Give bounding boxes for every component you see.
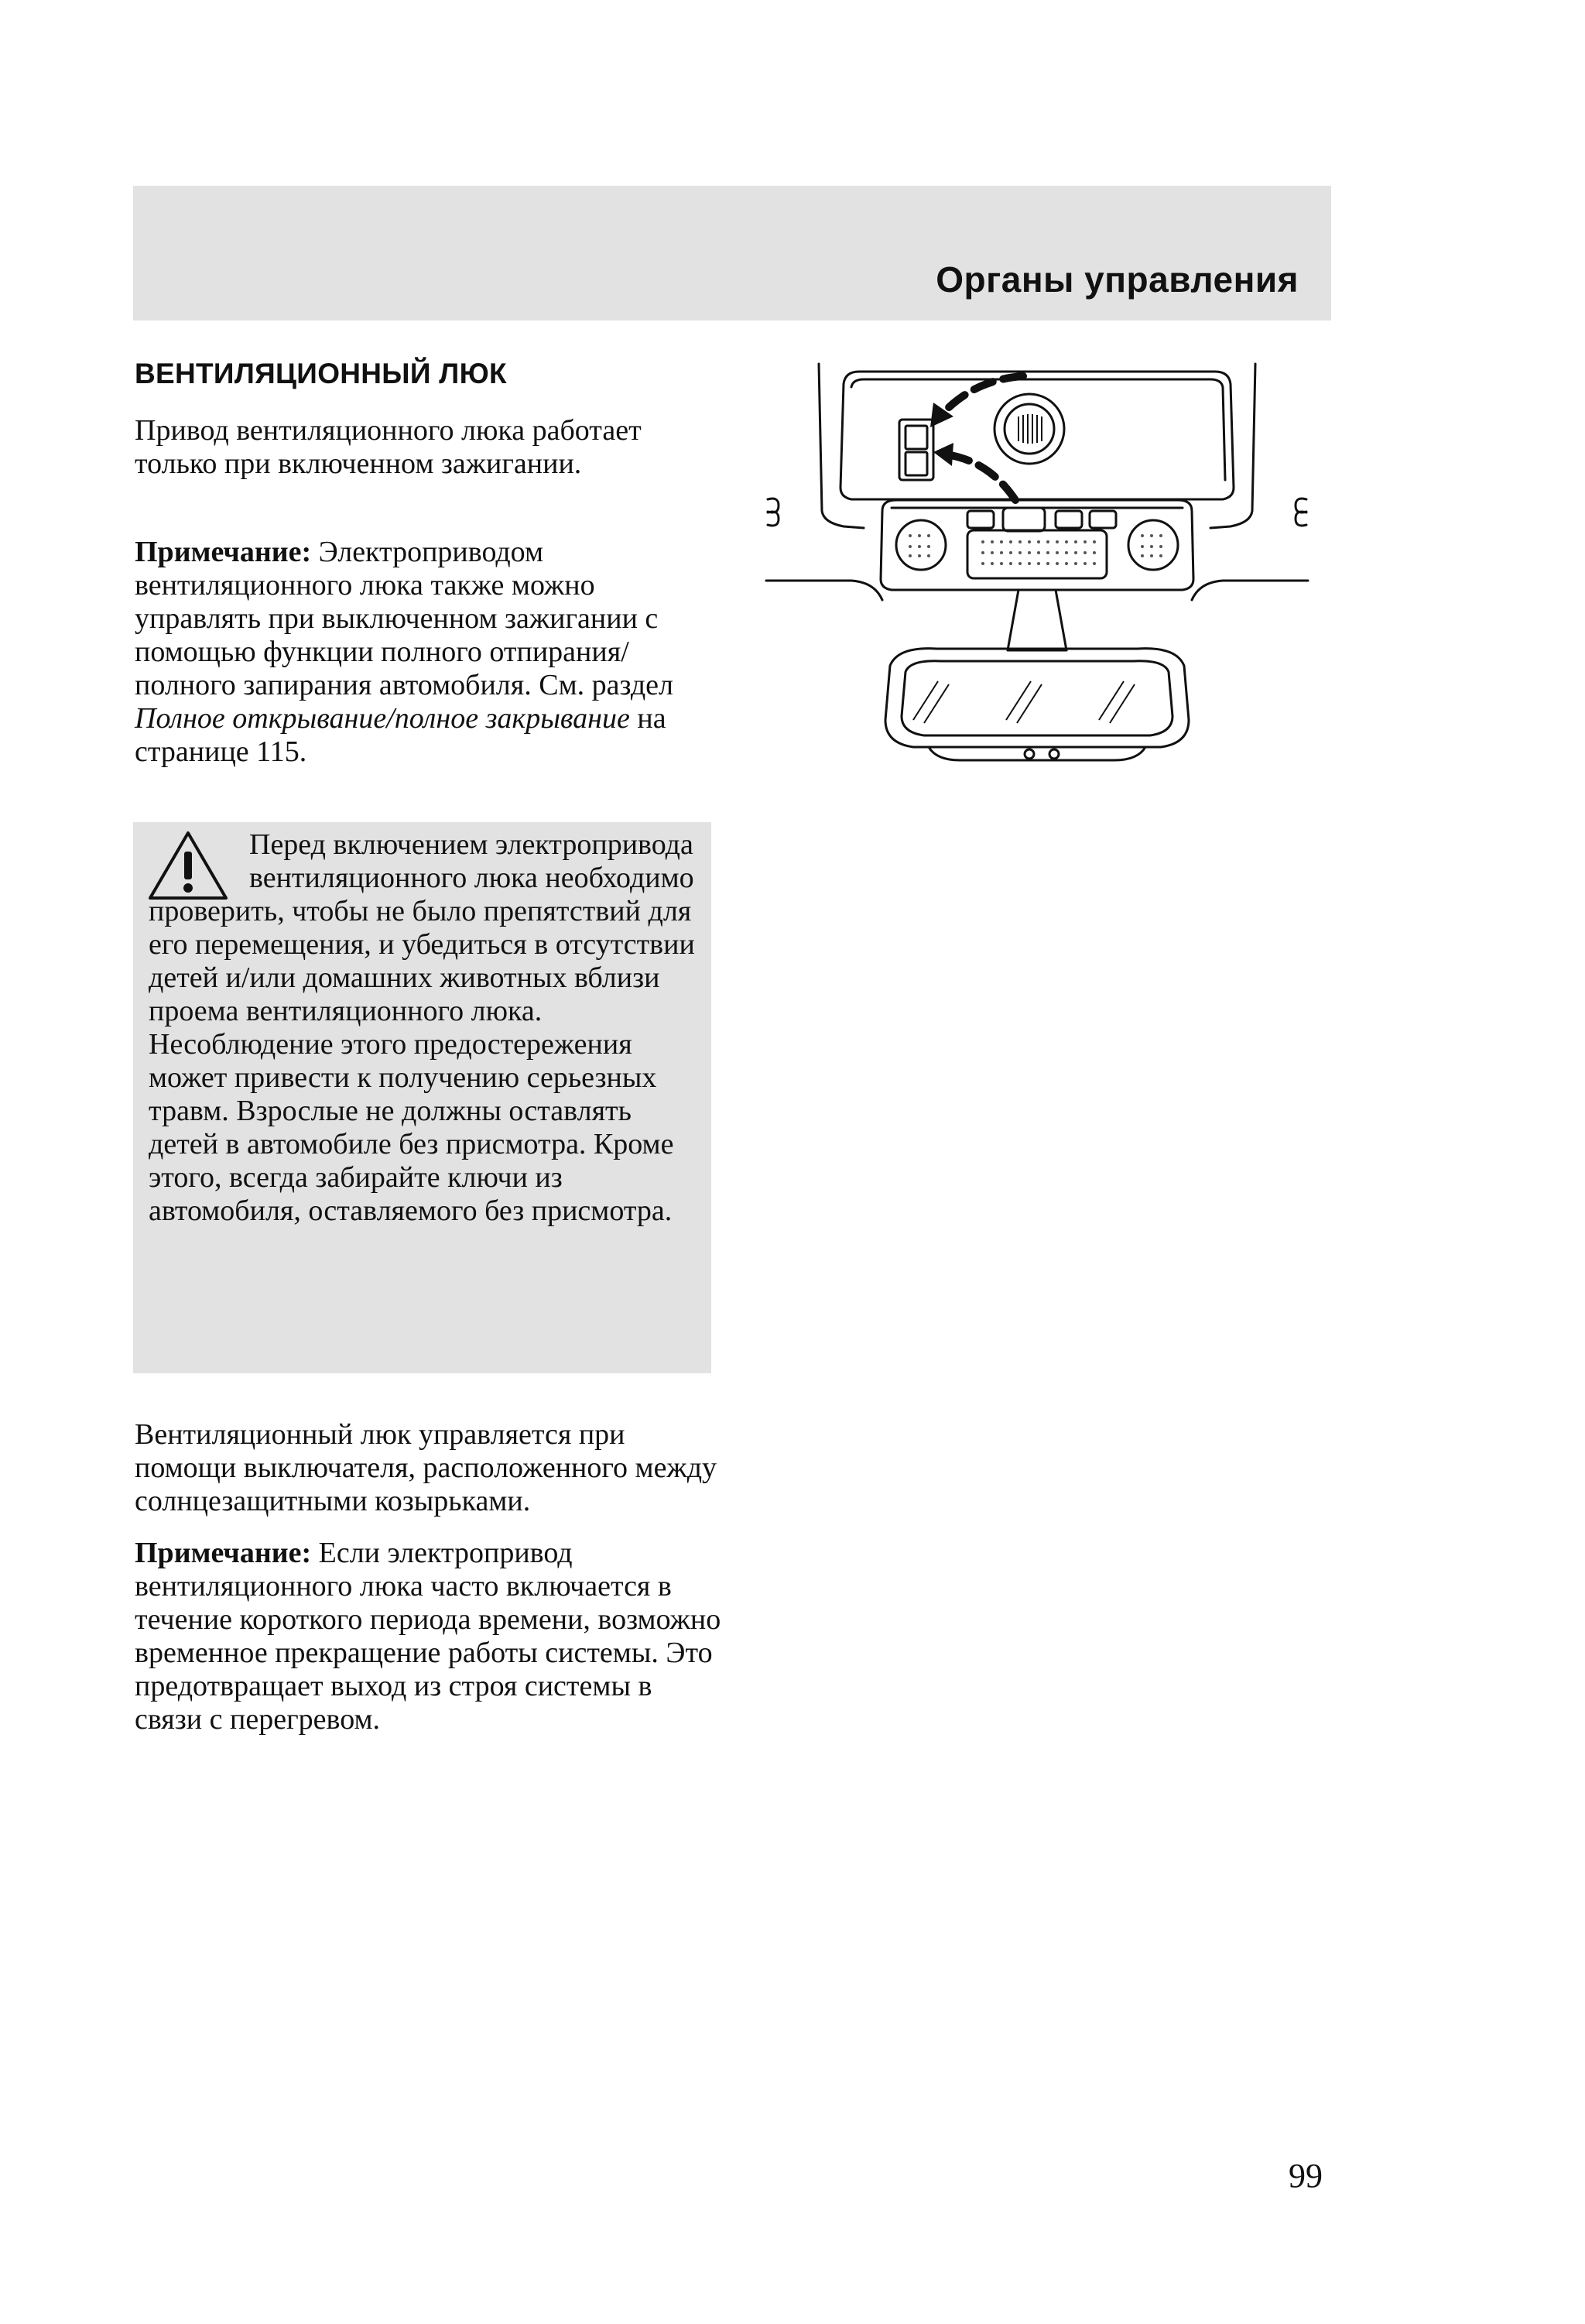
overhead-console-illustration: [758, 356, 1316, 774]
note-label: Примечание:: [135, 536, 312, 568]
switch-location-paragraph: Вентиляционный люк управляется при помощи выключателя, расположенного между солнцезащитными козырьками.: [135, 1418, 717, 1517]
note-label: Примечание:: [135, 1537, 312, 1569]
note-paragraph-2: [135, 1537, 723, 1736]
note-text: Если электропривод вентиляционного люка часто включается в течение короткого периода времени, возможно временное прекращение работы системы. Это предотвращает выход из строя системы в связи с перегревом.: [135, 1537, 721, 1736]
intro-paragraph: Привод вентиляционного люка работает только при включенном зажигании.: [135, 414, 642, 480]
note-text-tail: на странице 115.: [135, 702, 666, 768]
section-heading: ВЕНТИЛЯЦИОННЫЙ ЛЮК: [135, 358, 507, 389]
note-paragraph-1: [135, 536, 723, 769]
page-number: 99: [1289, 2157, 1323, 2195]
warning-text-block: [149, 828, 698, 1228]
warning-text: Перед включением электропривода вентиляционного люка необходимо проверить, чтобы не было препятствий для его перемещения, и убедиться в отсутствии детей и/или домашних животных вблизи проема вентиляционного люка. Несоблюдение этого предостережения может привести к получению серьезных травм. Взрослые не должны оставлять детей в автомобиле без присмотра. Кроме этого, всегда забирайте ключи из автомобиля, оставляемого без присмотра.: [149, 828, 695, 1227]
cross-reference-link[interactable]: Полное открывание/полное закрывание: [135, 702, 630, 735]
note-text: Электроприводом вентиляционного люка также можно управлять при выключенном зажигании с помощью функции полного отпирания/полного запирания автомобиля. См. раздел: [135, 536, 673, 701]
warning-box: [133, 822, 711, 1373]
warning-indent: [149, 828, 249, 895]
header-band: [133, 186, 1331, 320]
page-title: Органы управления: [936, 259, 1299, 300]
